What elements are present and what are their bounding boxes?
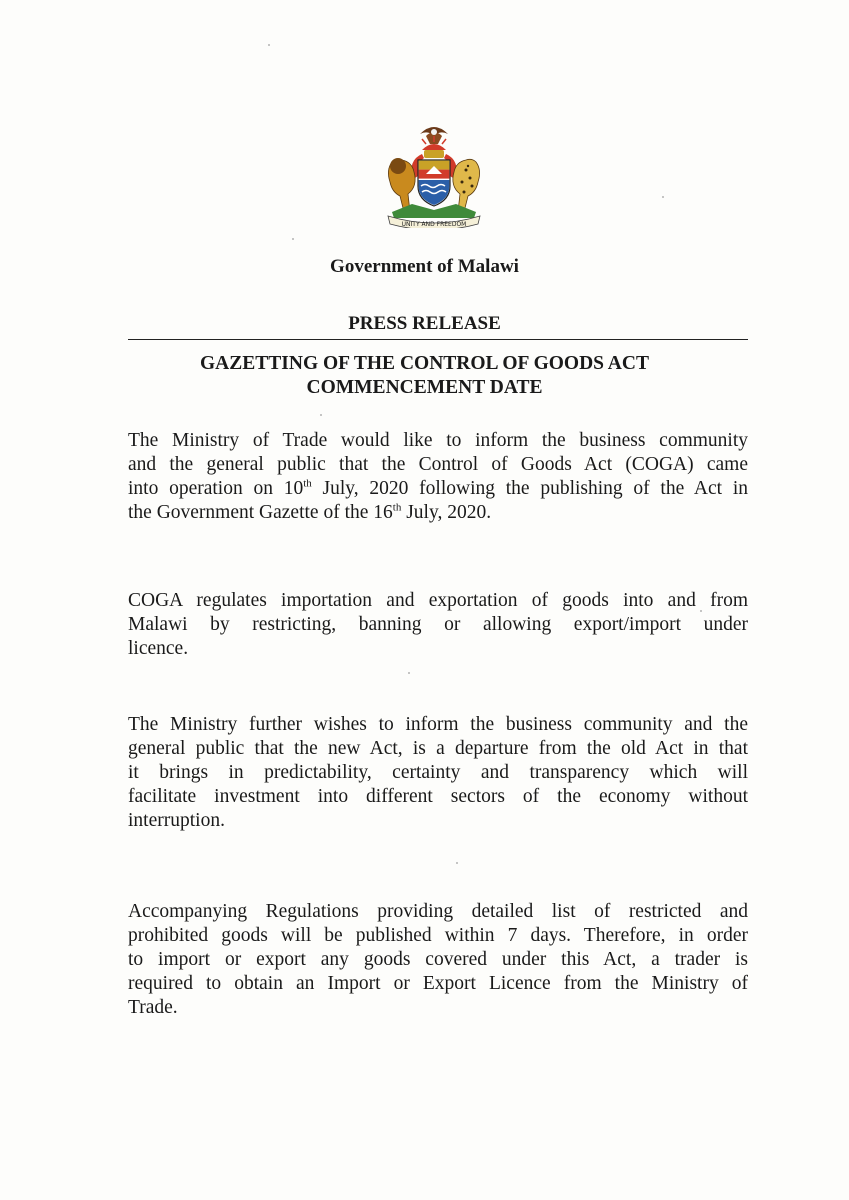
text-line: The Ministry further wishes to inform the business community and the: [128, 714, 748, 735]
paragraph-regulations: [128, 900, 748, 1020]
scan-speck: [268, 44, 270, 46]
text-line: and the general public that the Control of Goods Act (COGA) came: [128, 454, 748, 475]
text-line: it brings in predictability, certainty and transparency which will: [128, 762, 748, 783]
paragraph-announcement: [128, 429, 748, 525]
text-line: Accompanying Regulations providing detailed list of restricted and: [128, 901, 748, 922]
text-line: COGA regulates importation and exportation of goods into and from: [128, 590, 748, 611]
text-line: The Ministry of Trade would like to inform the business community: [128, 430, 748, 451]
title-line: GAZETTING OF THE CONTROL OF GOODS ACT: [200, 353, 649, 374]
text-line: licence.: [128, 638, 189, 659]
text-line: facilitate investment into different sectors of the economy without: [128, 786, 748, 807]
text-line: into operation on 10th July, 2020 following the publishing of the Act in: [128, 477, 748, 499]
government-name: Government of Malawi: [330, 256, 519, 277]
scan-speck: [292, 238, 294, 240]
paragraph-coga-scope: [128, 589, 748, 661]
scan-speck: [408, 672, 410, 674]
text-line: Trade.: [128, 997, 178, 1018]
text-line: the Government Gazette of the 16th July, 2020.: [128, 501, 492, 523]
text-line: prohibited goods will be published within 7 days. Therefore, in order: [128, 925, 748, 946]
text-line: Malawi by restricting, banning or allowing export/import under: [128, 614, 748, 635]
coat-of-arms-emblem: [378, 120, 490, 228]
paragraph-new-act: [128, 713, 748, 833]
header-divider: [128, 339, 748, 340]
title-line: COMMENCEMENT DATE: [306, 377, 543, 398]
text-line: to import or export any goods covered under this Act, a trader is: [128, 949, 748, 970]
press-release-title: [0, 352, 849, 400]
scan-speck: [456, 862, 458, 864]
text-line: required to obtain an Import or Export Licence from the Ministry of: [128, 973, 748, 994]
text-line: general public that the new Act, is a departure from the old Act in that: [128, 738, 748, 759]
scan-speck: [662, 196, 664, 198]
document-type: PRESS RELEASE: [348, 313, 501, 334]
emblem-motto-lettering: UNITY AND FREEDOM: [401, 221, 467, 228]
scan-speck: [320, 414, 322, 416]
text-line: interruption.: [128, 810, 225, 831]
